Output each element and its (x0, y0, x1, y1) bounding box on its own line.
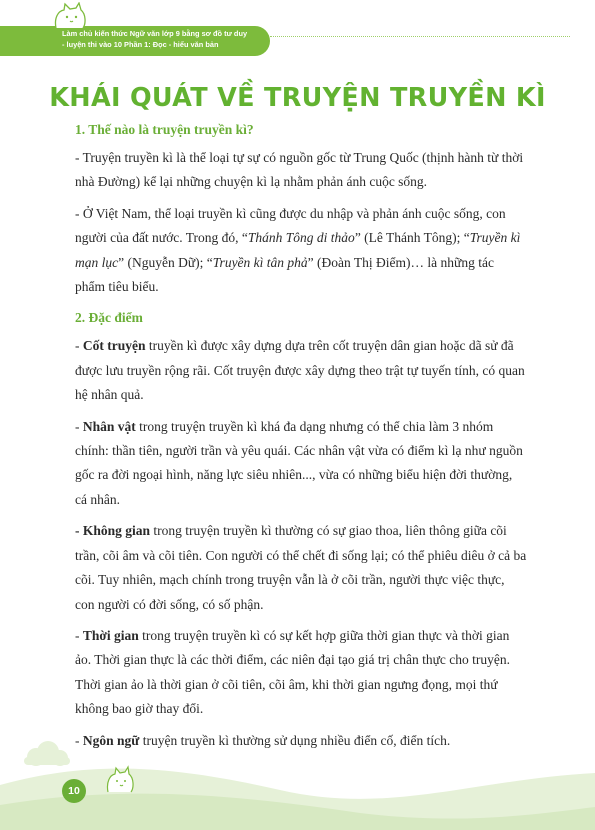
feature-text: truyền kì được xây dựng dựa trên cốt truyện dân gian hoặc dã sử đã được lưu truyền rộng rãi. Cốt truyện được xây dựng theo trật tự tuyến tính, có quan hệ nhân quả. (75, 338, 525, 403)
header-dotted-rule (270, 36, 570, 37)
feature-time (75, 624, 527, 722)
item-prefix: - (75, 338, 83, 354)
item-prefix: - (75, 418, 83, 434)
page-title: KHÁI QUÁT VỀ TRUYỆN TRUYỀN KÌ (49, 83, 546, 113)
section-1-paragraph-1: - Truyện truyền kì là thể loại tự sự có nguồn gốc từ Trung Quốc (thịnh hành từ thời nhà Đường) kể lại những chuyện kì lạ nhằm phản ánh cuộc sống. (75, 150, 524, 190)
feature-term: Nhân vật (82, 418, 136, 434)
page-number: 10 (62, 779, 86, 803)
work-title: Thánh Tông di thảo (247, 230, 355, 246)
item-prefix: - (75, 627, 83, 643)
cloud-icon (24, 741, 70, 766)
feature-term: Cốt truyện (82, 338, 146, 354)
feature-space (75, 519, 527, 617)
text-run: ” (Đoàn Thị Điểm)… là những tác phẩm tiêu biểu. (75, 254, 494, 295)
feature-text: trong truyện truyền kì khá đa dạng nhưng có thể chia làm 3 nhóm chính: thần tiên, người trần và yêu quái. Các nhân vật vừa có điểm kì lạ như nguồn gốc ra đời ngoại hình, năng lực siêu nhiên..., vừa có những biểu hiện đời thường, cá nhân. (75, 418, 523, 507)
feature-characters (75, 415, 527, 513)
feature-plot (75, 334, 527, 407)
feature-text: trong truyện truyền kì có sự kết hợp giữa thời gian thực và thời gian ảo. Thời gian thực là các thời điểm, các niên đại tạo giá trị chân thực cho truyện. Thời gian ảo là thời gian ở cõi tiên, cõi âm, khi thời gian ngưng đọng, mọi thứ không bao giờ thay đổi. (75, 627, 511, 717)
feature-term: Thời gian (82, 627, 139, 643)
cat-icon (50, 2, 90, 32)
section-1-paragraph-2 (75, 202, 527, 300)
running-header (62, 29, 272, 50)
feature-term: Ngôn ngữ (82, 732, 140, 748)
feature-text: trong truyện truyền kì thường có sự giao thoa, liên thông giữa cõi trần, cõi âm và cõi tiên. Con người có thể chết đi sống lại; có thể phiêu diêu ở cả ba cõi. Tuy nhiên, mạch chính trong truyện vẫn là ở cõi trần, người thực việc thực, con người có đời sống, có số phận. (75, 523, 527, 612)
header-line-1: Làm chủ kiến thức Ngữ văn lớp 9 bằng sơ đồ tư duy (62, 29, 248, 38)
feature-term: - Không gian (75, 523, 151, 539)
text-run: - Ở Việt Nam, thể loại truyền kì cũng được du nhập và phản ánh cuộc sống, con người của đất nước. Trong đó, “ (75, 205, 506, 246)
section-2-heading: 2. Đặc điểm (75, 310, 143, 326)
work-title: Truyền kì mạn lục (75, 230, 521, 270)
text-run: ” (Nguyễn Dữ); “ (118, 254, 213, 270)
text-run: ” (Lê Thánh Tông); “ (354, 230, 470, 246)
cat-icon (103, 764, 137, 796)
section-1-heading: 1. Thế nào là truyện truyền kì? (75, 122, 254, 137)
footer-wave (0, 732, 595, 830)
main-content (75, 118, 527, 753)
header-line-2: - luyện thi vào 10 Phần 1: Đọc - hiểu văn bản (62, 39, 219, 49)
work-title: Truyền kì tân phả (212, 254, 308, 270)
feature-text: truyện truyền kì thường sử dụng nhiều điển cố, điển tích. (139, 732, 451, 748)
item-prefix: - (75, 732, 83, 748)
